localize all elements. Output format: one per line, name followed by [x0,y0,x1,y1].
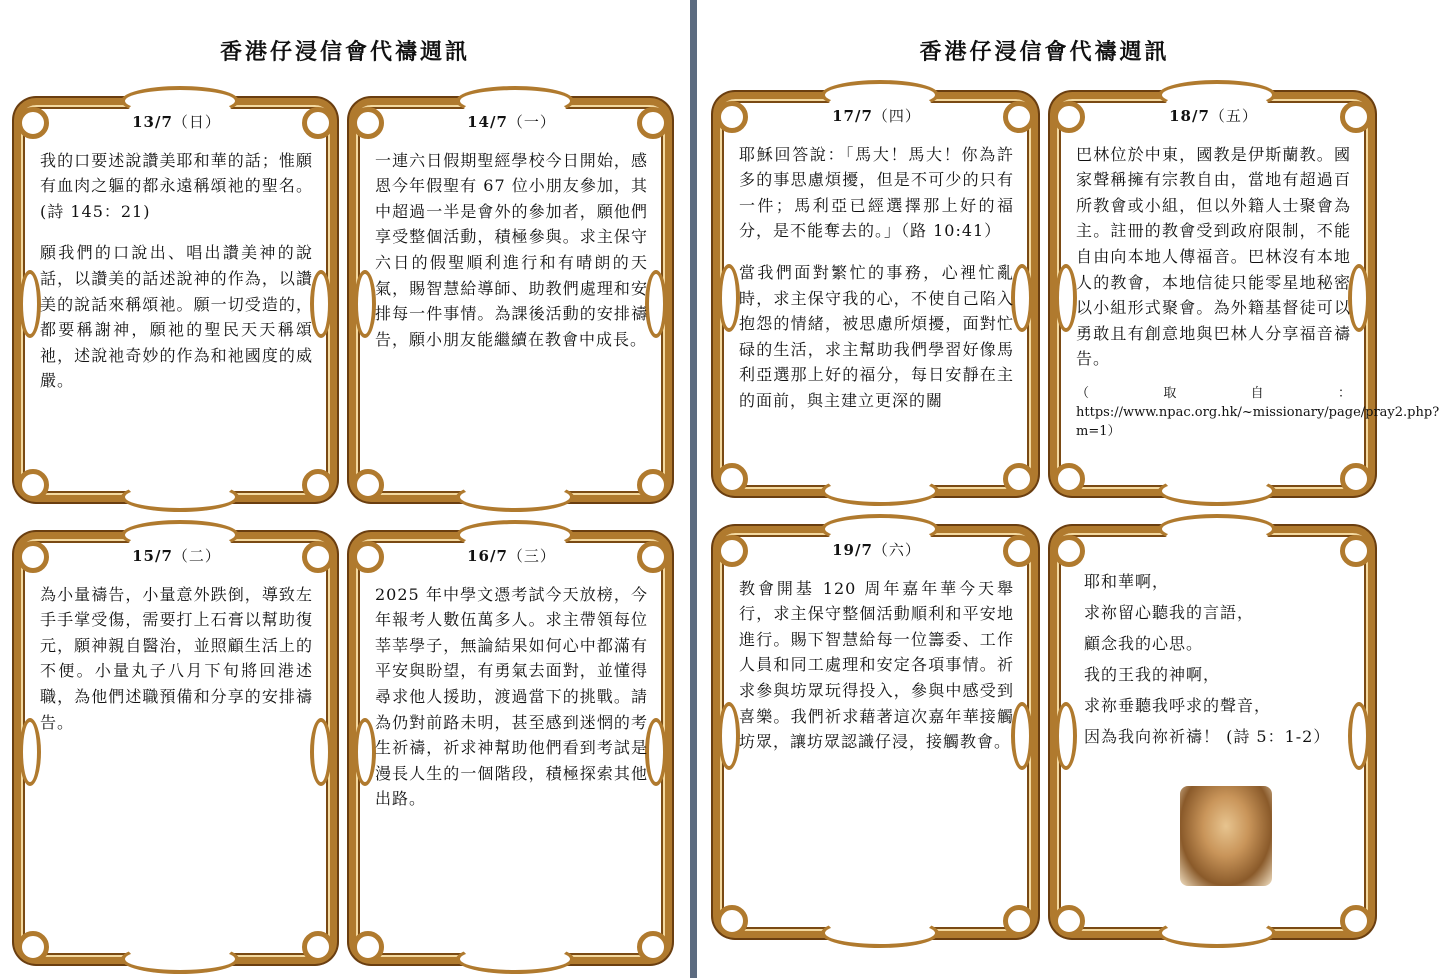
card-date: 16/7（三） [467,547,556,565]
frame-ornament [821,476,939,506]
poem-line: 我的王我的神啊， [1084,665,1221,684]
frame-ornament [456,482,574,512]
card-date: 14/7（一） [467,113,556,131]
prayer-card-16-7 [343,520,678,970]
poem-line: 求祢留心聽我的言語， [1084,603,1255,622]
frame-ornament [1158,476,1276,506]
card-text: 當我們面對繁忙的事務，心裡忙亂時，求主保守我的心，不使自己陷入抱怨的情緒，被思慮所煩擾，面對忙碌的生活，求主幫助我們學習好像馬利亞選那上好的福分，每日安靜在主的面前，與主建立更深的關 [739,262,1014,410]
card-date: 15/7（二） [132,547,221,565]
card-text: 一連六日假期聖經學校今日開始，感恩今年假聖有 67 位小朋友參加，其中超過一半是會外的參加者，願他們享受整個活動，積極參與。求主保守六日的假聖順利進行和有晴朗的天氣，賜智慧給導師、助教們處理和安排每一件事情。為課後活動的安排禱告，願小朋友能繼續在教會中成長。 [375,150,648,349]
frame-ornament [1158,918,1276,948]
page-divider [690,0,697,978]
prayer-card-19-7 [707,514,1044,944]
page-title: 香港仔浸信會代禱週訊 [219,39,470,65]
poem-line: 求祢垂聽我呼求的聲音， [1084,696,1272,715]
card-text: 我的口要述說讚美耶和華的話；惟願有血肉之軀的都永遠稱頌祂的聖名。(詩 145：21) [40,150,313,221]
prayer-card-18-7 [1044,80,1439,502]
card-date: 19/7（六） [832,541,921,559]
frame-ornament [121,944,239,974]
card-text: 耶穌回答說：「馬大！馬大！你為許多的事思慮煩擾，但是不可少的只有一件；馬利亞已經選擇那上好的福分，是不能奪去的。」（路 10:41） [739,144,1014,241]
poem-line: 因為我向祢祈禱！ (詩 5：1-2） [1084,727,1331,746]
source-citation: （取自：https://www.npac.org.hk/~missionary/page/pray2.php?m=1） [1076,385,1439,439]
frame-ornament [1158,514,1276,544]
card-text: 為小量禱告，小量意外跌倒，導致左手手掌受傷，需要打上石膏以幫助復元，願神親自醫治，並照顧生活上的不便。小量丸子八月下旬將回港述職，為他們述職預備和分享的安排禱告。 [40,584,313,732]
frame-ornament [821,918,939,948]
praying-hands-image [1180,786,1272,886]
card-text: 巴林位於中東，國教是伊斯蘭教。國家聲稱擁有宗教自由，當地有超過百所教會或小組，但以外籍人士聚會為主。註冊的教會受到政府限制，不能自由向本地人傳福音。巴林沒有本地人的教會，本地信徒只能零星地秘密以小組形式聚會。為外籍基督徒可以勇敢且有創意地與巴林人分享福音禱告。 [1076,144,1351,369]
card-text: 願我們的口說出、唱出讚美神的說話，以讚美的話述說神的作為，以讚美的說話來稱頌祂。願一切受造的，都要稱謝神，願祂的聖民天天稱頌祂，述說祂奇妙的作為和祂國度的威嚴。 [40,243,313,391]
frame-ornament [121,482,239,512]
poem-line: 耶和華啊， [1084,572,1170,591]
prayer-card-15-7 [8,520,343,970]
page-title: 香港仔浸信會代禱週訊 [919,39,1170,65]
frame-ornament [456,944,574,974]
card-date: 13/7（日） [132,113,221,131]
prayer-card-13-7 [8,86,343,508]
card-date: 17/7（四） [832,107,921,125]
card-date: 18/7（五） [1169,107,1258,125]
poem-line: 顧念我的心思。 [1084,634,1204,653]
card-text: 教會開基 120 周年嘉年華今天舉行，求主保守整個活動順利和平安地進行。賜下智慧給每一位籌委、工作人員和同工處理和安定各項事情。祈求參與坊眾玩得投入，參與中感受到喜樂。我們祈求藉著這次嘉年華接觸坊眾，讓坊眾認識仔浸，接觸教會。 [739,578,1014,752]
card-text: 2025 年中學文憑考試今天放榜，今年報考人數伍萬多人。求主帶領每位莘莘學子，無論結果如何心中都滿有平安與盼望，有勇氣去面對，並懂得尋求他人援助，渡過當下的挑戰。請為仍對前路未明，甚至感到迷惘的考生祈禱，祈求神幫助他們看到考試是漫長人生的一個階段，積極探索其他出路。 [375,584,648,809]
prayer-card-14-7 [343,86,678,508]
prayer-card-17-7 [707,80,1044,502]
